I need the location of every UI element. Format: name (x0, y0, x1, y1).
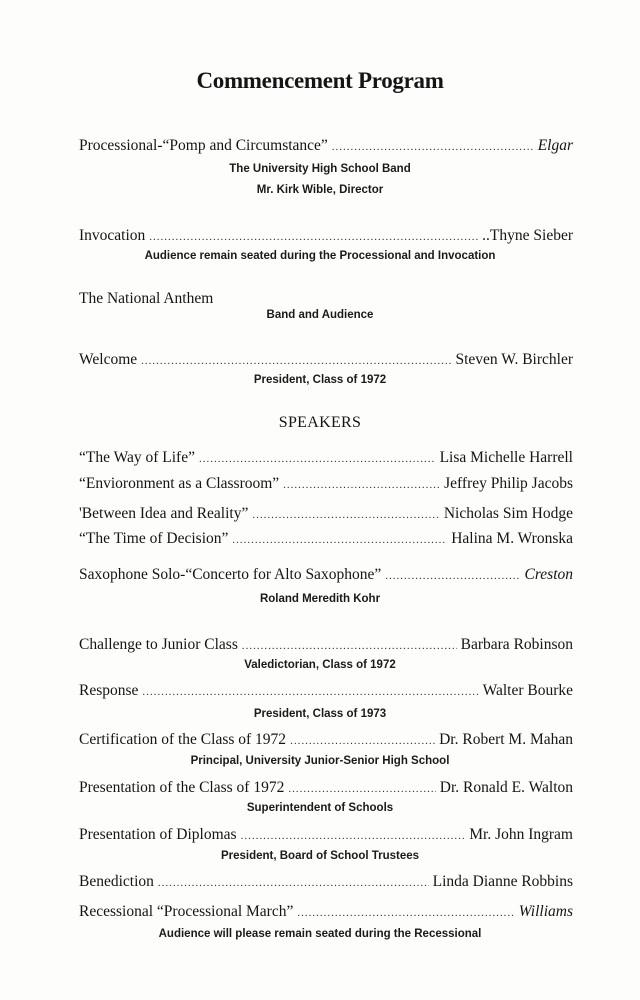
speaker-name: Lisa Michelle Harrell (439, 449, 573, 466)
speaker-name: Jeffrey Philip Jacobs (444, 475, 573, 492)
item-note: Audience will please remain seated during the Recessional (158, 928, 482, 940)
program-item-diplomas (79, 826, 573, 844)
speech-title: “The Way of Life” (79, 449, 195, 466)
item-performer: Dr. Ronald E. Walton (439, 779, 573, 796)
leader-dots (158, 877, 429, 889)
leader-dots (232, 534, 447, 546)
speakers-heading: SPEAKERS (278, 414, 362, 431)
item-label: Saxophone Solo-“Concerto for Alto Saxophone” (79, 566, 382, 583)
speech-title: “Envioronment as a Classroom” (79, 475, 280, 492)
item-performer: Mr. John Ingram (469, 826, 573, 843)
item-label: Benediction (79, 873, 154, 890)
speech-title: 'Between Idea and Reality” (79, 505, 249, 522)
item-label: Invocation (79, 227, 146, 244)
program-item-presentation-class (79, 779, 573, 797)
page-title: Commencement Program (196, 68, 444, 93)
program-item-recessional (79, 903, 573, 921)
program-item-invocation (79, 227, 573, 245)
speaker-row (79, 505, 573, 523)
item-performer: Walter Bourke (482, 682, 573, 699)
item-note: President, Class of 1972 (253, 374, 387, 386)
leader-dots (242, 640, 457, 652)
item-label: Response (79, 682, 139, 699)
item-performer: Barbara Robinson (460, 636, 573, 653)
item-performer: Elgar (537, 137, 573, 154)
item-note: Principal, University Junior-Senior High School (190, 755, 450, 767)
leader-dots (141, 355, 451, 367)
speaker-row (79, 475, 573, 493)
item-note: Audience remain seated during the Processional and Invocation (144, 250, 496, 262)
item-note: President, Board of School Trustees (220, 850, 420, 862)
item-performer: Williams (518, 903, 573, 920)
leader-dots (332, 141, 534, 153)
program-item-processional (79, 137, 573, 155)
program-item-welcome (79, 351, 573, 369)
item-performer: Creston (524, 566, 573, 583)
item-note: The University High School Band (229, 163, 411, 175)
speech-title: “The Time of Decision” (79, 530, 229, 547)
speaker-name: Nicholas Sim Hodge (443, 505, 573, 522)
program-item-benediction (79, 873, 573, 891)
speaker-row (79, 449, 573, 467)
item-label: Welcome (79, 351, 138, 368)
item-note: Band and Audience (266, 309, 374, 321)
item-note: President, Class of 1973 (253, 708, 387, 720)
program-item-national-anthem: The National Anthem (79, 290, 214, 307)
leader-dots (241, 830, 466, 842)
program-item-saxophone-solo (79, 566, 573, 584)
program-item-certification (79, 731, 573, 749)
leader-dots (288, 783, 435, 795)
leader-dots (283, 479, 440, 491)
item-label: Presentation of the Class of 1972 (79, 779, 285, 796)
leader-dots (385, 570, 520, 582)
speaker-name: Halina M. Wronska (451, 530, 573, 547)
program-item-response (79, 682, 573, 700)
leader-dots (290, 735, 435, 747)
item-label: Recessional “Processional March” (79, 903, 294, 920)
item-performer: ..Thyne Sieber (482, 227, 573, 244)
item-label: Challenge to Junior Class (79, 636, 238, 653)
leader-dots (297, 907, 514, 919)
item-label: Processional-“Pomp and Circumstance” (79, 137, 328, 154)
item-note: Valedictorian, Class of 1972 (244, 659, 396, 671)
program-item-challenge (79, 636, 573, 654)
leader-dots (149, 231, 478, 243)
leader-dots (142, 686, 478, 698)
item-note: Superintendent of Schools (246, 802, 394, 814)
leader-dots (252, 509, 440, 521)
item-note: Roland Meredith Kohr (259, 593, 381, 605)
item-note: Mr. Kirk Wible, Director (256, 184, 384, 196)
item-performer: Steven W. Birchler (455, 351, 573, 368)
item-label: Certification of the Class of 1972 (79, 731, 287, 748)
item-performer: Linda Dianne Robbins (432, 873, 573, 890)
leader-dots (199, 453, 436, 465)
item-label: Presentation of Diplomas (79, 826, 237, 843)
item-performer: Dr. Robert M. Mahan (439, 731, 573, 748)
speaker-row (79, 530, 573, 548)
